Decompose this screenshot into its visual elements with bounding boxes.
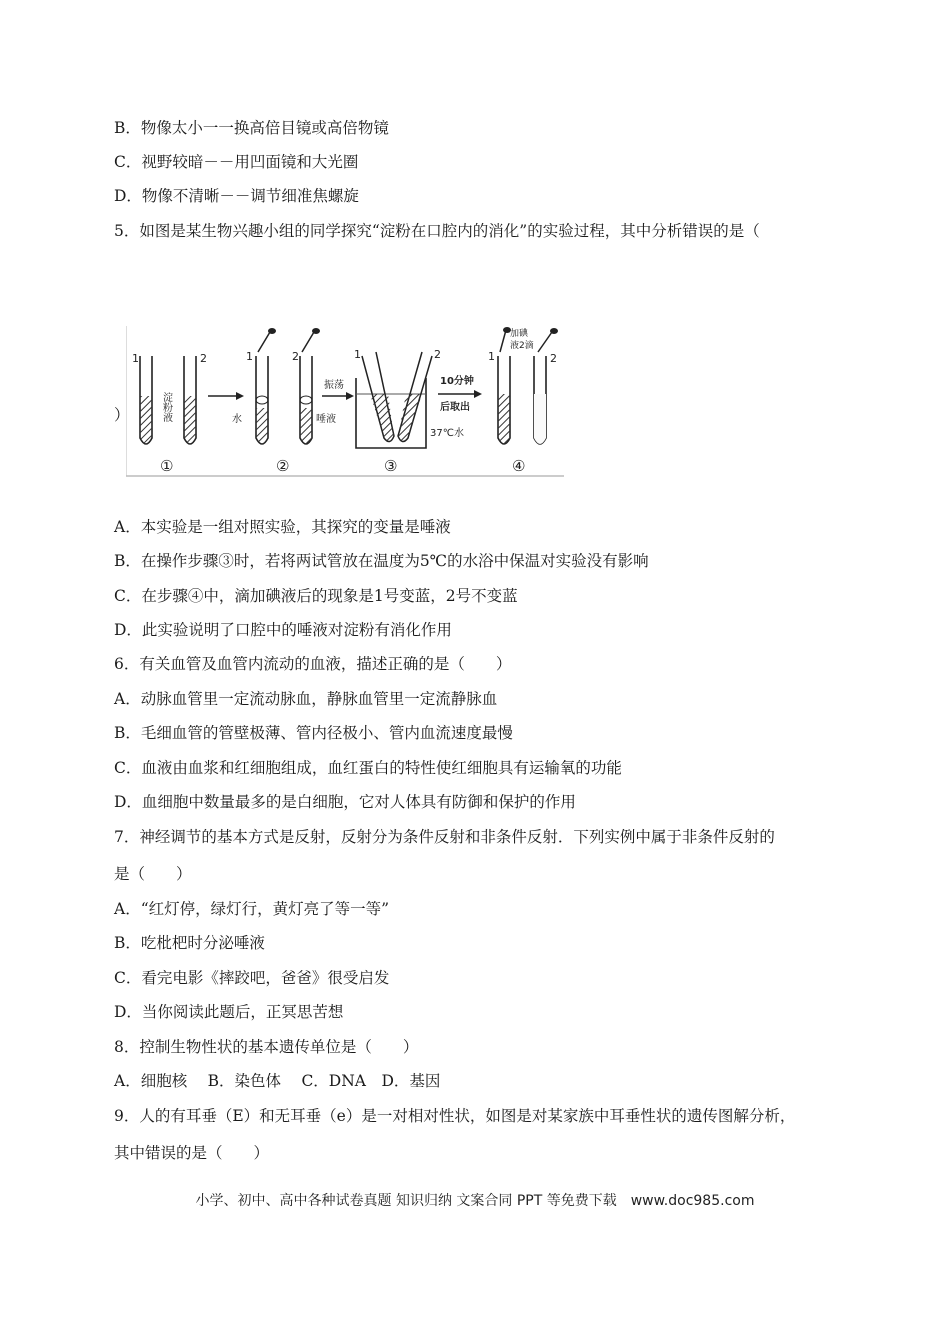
question-5: 5．如图是某生物兴趣小组的同学探究“淀粉在口腔内的消化”的实验过程，其中分析错误的是（ [114,222,760,240]
step4-tube1-label: 1 [488,350,495,363]
option-7a: A．“红灯停，绿灯行，黄灯亮了等一等” [114,900,390,918]
options-8: A．细胞核 B．染色体 C．DNA D．基因 [114,1072,441,1090]
saliva-label: 唾液 [316,414,336,425]
step2-tube2-label: 2 [292,350,299,363]
option-4c: C．视野较暗－－用凹面镜和大光圈 [114,153,359,171]
step3-tube2-label: 2 [434,348,441,361]
step1-tube2-label: 2 [200,352,207,365]
option-7b: B．吃枇杷时分泌唾液 [114,934,265,952]
step2-tubes [232,328,336,475]
step1-label: ① [160,457,174,475]
starch-experiment-diagram [126,326,566,478]
step3-tube1-label: 1 [354,348,361,361]
option-4b: B．物像太小一一换高倍目镜或高倍物镜 [114,119,389,137]
option-6d: D．血细胞中数量最多的是白细胞，它对人体具有防御和保护的作用 [114,793,576,811]
question-7: 7．神经调节的基本方式是反射，反射分为条件反射和非条件反射．下列实例中属于非条件反射的 [114,828,775,846]
question-8: 8．控制生物性状的基本遗传单位是（ ） [114,1038,419,1056]
starch-label: 淀粉液 [160,392,172,422]
footer: 小学、初中、高中各种试卷真题 知识归纳 文案合同 PPT 等免费下载 www.doc985.com [195,1193,755,1209]
question-5-paren: ） [114,406,130,424]
option-7c: C．看完电影《摔跤吧，爸爸》很受启发 [114,969,390,987]
option-5a: A．本实验是一组对照实验，其探究的变量是唾液 [114,518,451,536]
step3-label: ③ [384,457,398,475]
step2-label: ② [276,457,290,475]
option-6c: C．血液由血浆和红细胞组成，血红蛋白的特性使红细胞具有运输氧的功能 [114,759,622,777]
step1-tubes [132,352,207,475]
option-5b: B．在操作步骤③时，若将两试管放在温度为5℃的水浴中保温对实验没有影响 [114,552,649,570]
question-7-cont: 是（ ） [114,865,192,883]
step4-label: ④ [512,457,526,475]
wait-label: 10分钟 [440,376,474,387]
shake-label: 振荡 [324,380,344,391]
water-label: 水 [232,414,242,425]
iodine-label-2: 液2滴 [510,341,534,351]
temp-label: 37℃水 [430,428,464,439]
option-5c: C．在步骤④中，滴加碘液后的现象是1号变蓝，2号不变蓝 [114,587,518,605]
question-9: 9．人的有耳垂（E）和无耳垂（e）是一对相对性状，如图是对某家族中耳垂性状的遗传图解分析， [114,1107,796,1125]
step4-tubes [488,327,558,475]
takeout-label: 后取出 [440,402,470,413]
option-5d: D．此实验说明了口腔中的唾液对淀粉有消化作用 [114,621,452,639]
step4-tube2-label: 2 [550,352,557,365]
question-9-cont: 其中错误的是（ ） [114,1144,270,1162]
option-6b: B．毛细血管的管壁极薄、管内径极小、管内血流速度最慢 [114,724,513,742]
option-4d: D．物像不清晰－－调节细准焦螺旋 [114,187,359,205]
option-7d: D．当你阅读此题后，正冥思苦想 [114,1003,344,1021]
option-6a: A．动脉血管里一定流动脉血，静脉血管里一定流静脉血 [114,690,498,708]
iodine-label-1: 加碘 [510,329,529,339]
step2-tube1-label: 1 [246,350,253,363]
question-6: 6．有关血管及血管内流动的血液，描述正确的是（ ） [114,655,512,673]
step1-tube1-label: 1 [132,352,139,365]
starch-experiment-figure [126,326,566,478]
